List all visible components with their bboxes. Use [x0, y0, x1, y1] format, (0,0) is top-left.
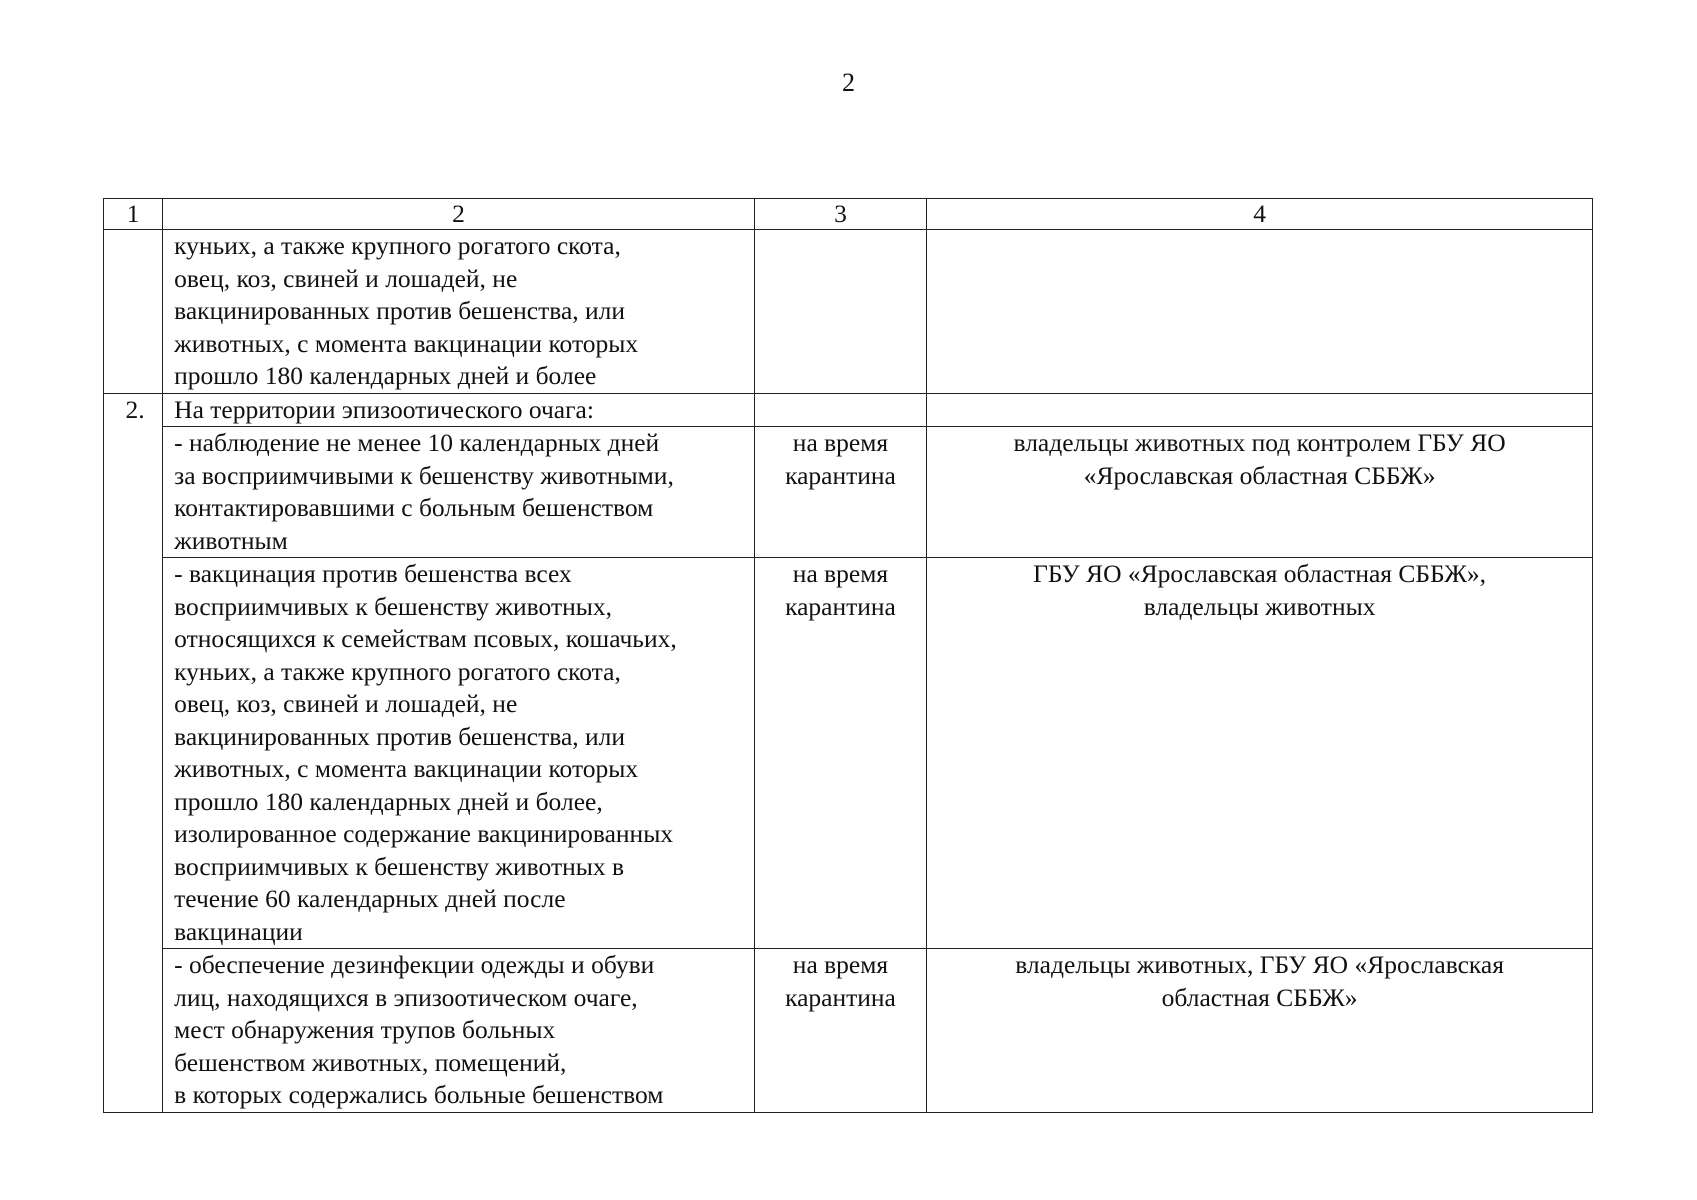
table-row-section-2	[104, 393, 1593, 427]
cell-text-line: владельцы животных под контролем ГБУ ЯО	[1013, 428, 1506, 457]
cell-text-line: животных, с момента вакцинации которых	[174, 754, 639, 783]
cell-text-line: лиц, находящихся в эпизоотическом очаге,	[174, 982, 638, 1012]
cell-text-line: восприимчивых к бешенству животных в	[174, 851, 625, 881]
cell-text-line: на время	[792, 428, 889, 457]
action-cell	[163, 949, 755, 1113]
responsible-cell	[927, 427, 1593, 558]
cell-text-line: вакцинированных против бешенства, или	[174, 721, 626, 751]
cell-text-line: областная СББЖ»	[1161, 982, 1358, 1012]
cell-text-line: владельцы животных	[1143, 591, 1376, 621]
table-header-row	[104, 199, 1593, 230]
cell-text-line: - наблюдение не менее 10 календарных дней	[174, 428, 660, 457]
cell-text-line: куньих, а также крупного рогатого скота,	[174, 656, 621, 686]
cell-text-line: на время	[792, 950, 889, 979]
table-row	[104, 558, 1593, 949]
cell-text-line: - обеспечение дезинфекции одежды и обуви	[174, 950, 655, 979]
term-cell	[754, 230, 926, 394]
cell-text-line: ГБУ ЯО «Ярославская областная СББЖ»,	[1033, 559, 1487, 588]
table-row	[104, 949, 1593, 1113]
cell-text-line: в которых содержались больные бешенством	[174, 1080, 664, 1109]
cell-text-line: мест обнаружения трупов больных	[174, 1015, 556, 1044]
action-cell	[163, 427, 755, 558]
cell-text-line: за восприимчивыми к бешенству животными,	[174, 460, 674, 490]
cell-text-line: животных, с момента вакцинации которых	[174, 328, 639, 358]
section-title-cell	[163, 393, 755, 427]
cell-text-line: изолированное содержание вакцинированных	[174, 819, 674, 848]
responsible-cell-empty	[927, 393, 1593, 427]
cell-text-line: на время	[792, 559, 889, 588]
term-cell-empty	[754, 393, 926, 427]
cell-text-line: течение 60 календарных дней после	[174, 884, 566, 913]
section-title: На территории эпизоотического очага:	[174, 394, 594, 424]
cell-text-line: куньих, а также крупного рогатого скота,	[174, 231, 621, 260]
cell-text-line: вакцинации	[174, 916, 303, 946]
row-number: 2.	[125, 394, 145, 424]
header-cell-4: 4	[927, 199, 1593, 230]
cell-text-line: относящихся к семействам псовых, кошачьих,	[174, 624, 677, 653]
cell-text-line: восприимчивых к бешенству животных,	[174, 591, 612, 621]
cell-text-line: прошло 180 календарных дней и более	[174, 361, 597, 390]
cell-text-line: прошло 180 календарных дней и более,	[174, 786, 603, 816]
cell-text-line: «Ярославская областная СББЖ»	[1083, 460, 1436, 490]
cell-text-line: карантина	[785, 982, 896, 1012]
responsible-cell	[927, 558, 1593, 949]
page-number: 2	[842, 68, 855, 97]
table-row	[104, 427, 1593, 558]
action-cell	[163, 558, 755, 949]
cell-text-line: вакцинированных против бешенства, или	[174, 296, 626, 325]
term-cell	[754, 558, 926, 949]
cell-text-line: контактировавшими с больным бешенством	[174, 493, 654, 522]
cell-text-line: овец, коз, свиней и лошадей, не	[174, 263, 518, 293]
cell-text-line: карантина	[785, 591, 896, 621]
header-cell-3: 3	[754, 199, 926, 230]
cell-text-line: овец, коз, свиней и лошадей, не	[174, 689, 518, 718]
measures-table	[103, 198, 1593, 1113]
cell-text-line: - вакцинация против бешенства всех	[174, 559, 572, 588]
table-row	[104, 230, 1593, 394]
responsible-cell	[927, 230, 1593, 394]
term-cell	[754, 949, 926, 1113]
term-cell	[754, 427, 926, 558]
action-cell	[163, 230, 755, 394]
header-cell-2: 2	[163, 199, 755, 230]
row-number-cell	[104, 230, 163, 394]
responsible-cell	[927, 949, 1593, 1113]
cell-text-line: карантина	[785, 460, 896, 490]
row-number-cell	[104, 393, 163, 1112]
cell-text-line: владельцы животных, ГБУ ЯО «Ярославская	[1015, 950, 1504, 979]
cell-text-line: животным	[174, 525, 288, 555]
header-cell-1: 1	[104, 199, 163, 230]
cell-text-line: бешенством животных, помещений,	[174, 1047, 567, 1077]
